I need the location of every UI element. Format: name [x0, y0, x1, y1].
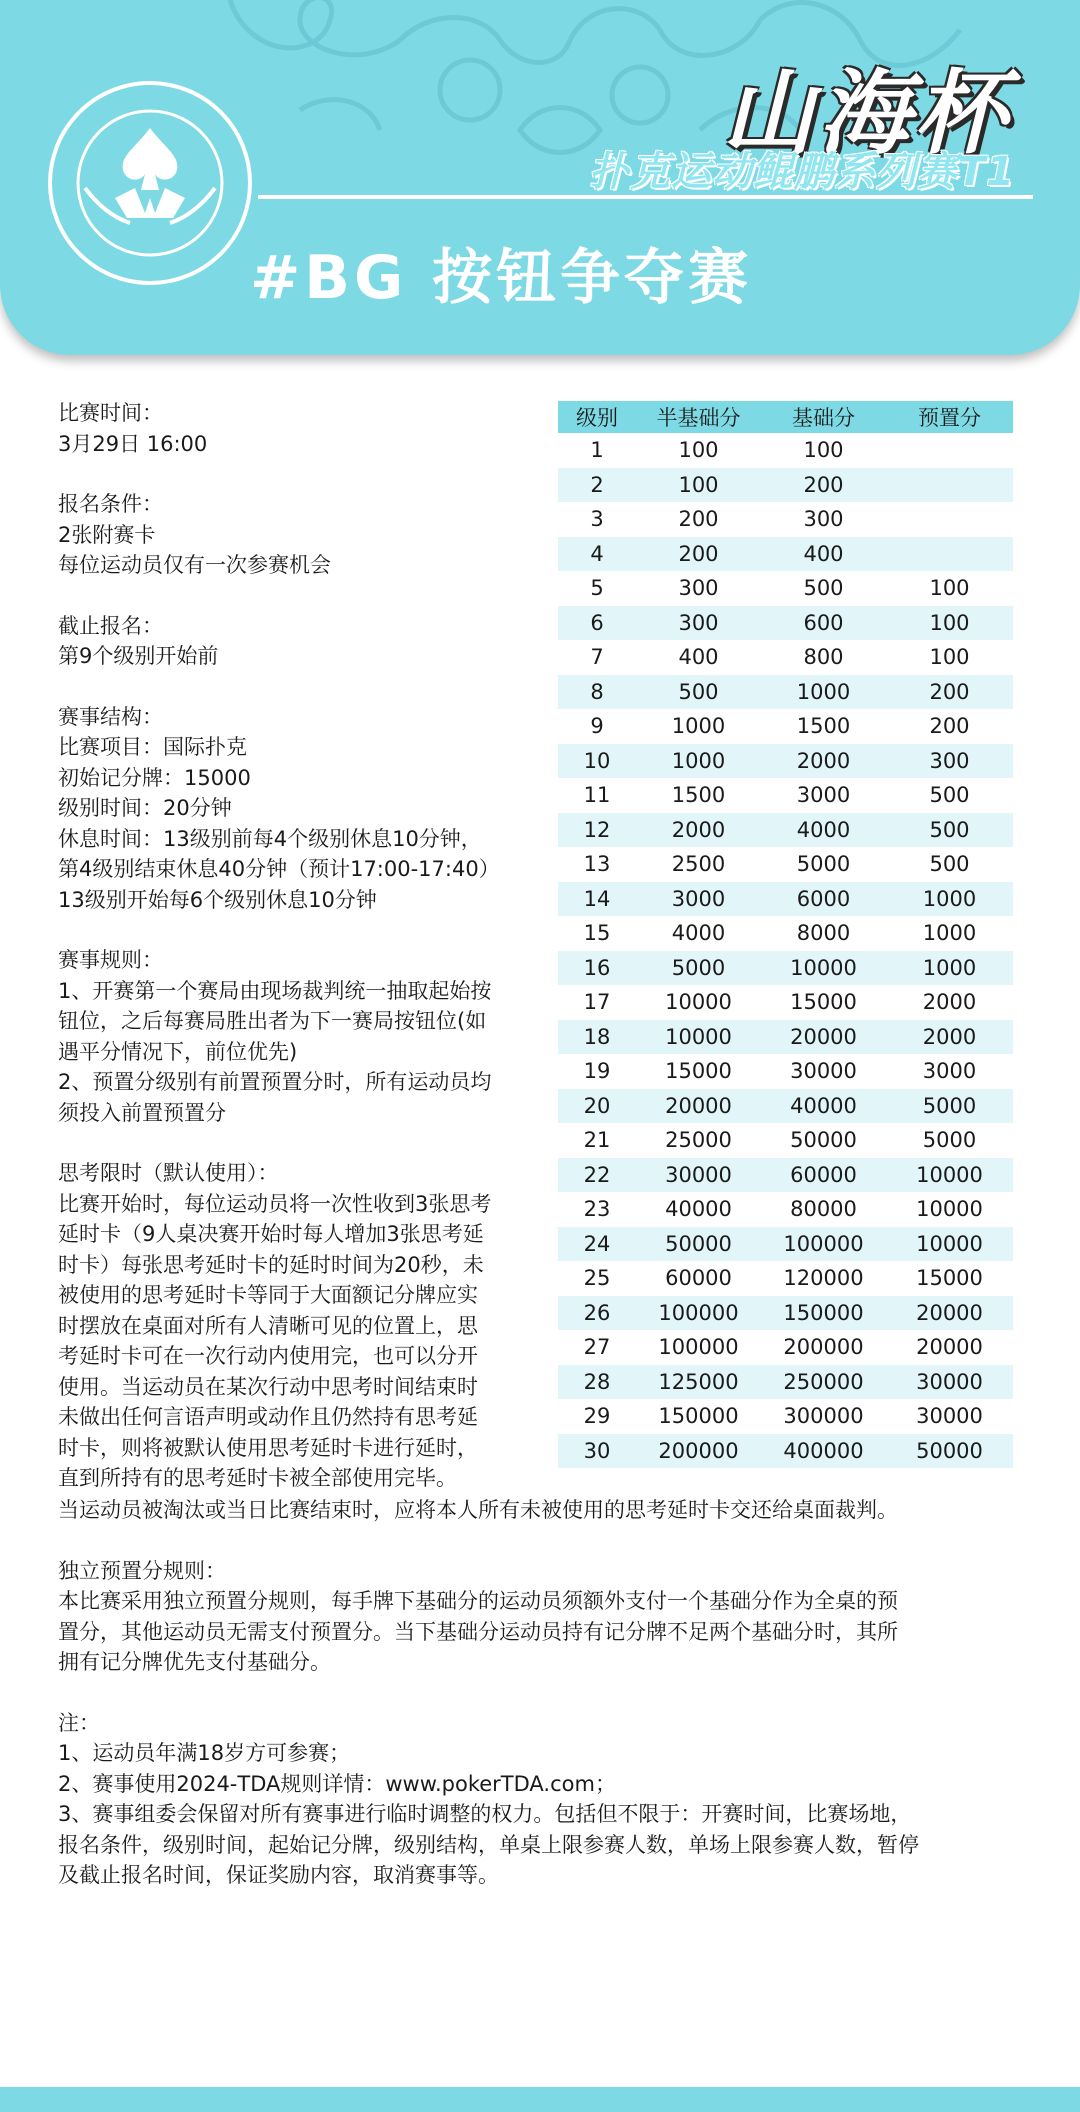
rules-line: 钮位，之后每赛局胜出者为下一赛局按钮位(如	[58, 1009, 487, 1033]
table-row	[558, 882, 1013, 917]
big-blind-cell: 5000	[796, 852, 851, 877]
ante-cell: 30000	[886, 1365, 1013, 1400]
structure-line: 13级别开始每6个级别休息10分钟	[58, 887, 377, 912]
think-line: 使用。当运动员在某次行动中思考时间结束时	[58, 1374, 478, 1399]
table-row	[558, 1330, 1013, 1365]
table-header-row	[558, 401, 1013, 433]
header-level: 级别	[558, 401, 636, 433]
ante-cell: 15000	[916, 1266, 983, 1291]
ante-cell: 2000	[886, 1020, 1013, 1055]
small-blind-cell: 1000	[671, 714, 726, 739]
ante-cell: 30000	[916, 1404, 983, 1429]
ante-label: 独立预置分规则：	[58, 1558, 226, 1583]
small-blind-cell: 200	[636, 537, 761, 572]
level-cell: 10	[558, 744, 636, 779]
table-row	[558, 1399, 1013, 1434]
small-blind-cell: 1000	[636, 744, 761, 779]
blind-structure-table	[558, 401, 1013, 1468]
level-cell: 6	[558, 606, 636, 641]
big-blind-cell: 4000	[761, 813, 886, 848]
table-row	[558, 951, 1013, 986]
series-subtitle: 扑克运动鲲鹏系列赛T1	[588, 149, 1015, 195]
ante-cell	[886, 468, 1013, 503]
big-blind-cell: 500	[803, 576, 844, 601]
table-row	[558, 537, 1013, 572]
level-cell: 19	[583, 1059, 611, 1084]
small-blind-cell: 100	[678, 438, 719, 463]
structure-line: 级别时间：20分钟	[58, 796, 232, 820]
small-blind-cell: 100000	[636, 1296, 761, 1331]
small-blind-cell: 150000	[658, 1404, 739, 1429]
think-line: 时摆放在桌面对所有人清晰可见的位置上，思	[58, 1313, 478, 1338]
big-blind-cell: 2000	[761, 744, 886, 779]
ante-cell	[886, 433, 1013, 468]
table-row	[558, 1434, 1013, 1469]
level-cell: 13	[583, 852, 611, 877]
big-blind-cell: 50000	[790, 1128, 857, 1153]
header-small-blind: 半基础分	[636, 401, 761, 433]
deadline-value: 第9个级别开始前	[58, 644, 219, 668]
small-blind-cell: 30000	[636, 1158, 761, 1193]
big-blind-cell: 100000	[761, 1227, 886, 1262]
ante-cell: 100	[929, 645, 970, 670]
table-row	[558, 468, 1013, 503]
big-blind-cell: 8000	[796, 921, 851, 946]
big-blind-cell: 200	[761, 468, 886, 503]
ante-cell: 300	[886, 744, 1013, 779]
big-blind-cell: 80000	[790, 1197, 857, 1222]
big-blind-cell: 200000	[783, 1335, 864, 1360]
rules-line: 遇平分情况下，前位优先)	[58, 1039, 298, 1064]
header-ante: 预置分	[886, 401, 1013, 433]
level-cell: 5	[590, 576, 604, 601]
table-row	[558, 813, 1013, 848]
level-cell: 9	[590, 714, 604, 739]
small-blind-cell: 60000	[665, 1266, 732, 1291]
big-blind-cell: 20000	[761, 1020, 886, 1055]
think-line: 时卡，则将被默认使用思考延时卡进行延时，	[58, 1435, 478, 1460]
notes-line: 3、赛事组委会保留对所有赛事进行临时调整的权力。包括但不限于：开赛时间，比赛场地，	[58, 1802, 912, 1826]
level-cell: 23	[583, 1197, 611, 1222]
ante-cell: 10000	[886, 1158, 1013, 1193]
table-row	[558, 1192, 1013, 1227]
ante-cell: 5000	[886, 1089, 1013, 1124]
table-row	[558, 847, 1013, 882]
table-row	[558, 675, 1013, 710]
ante-cell	[886, 537, 1013, 572]
level-cell: 8	[558, 675, 636, 710]
table-row	[558, 1261, 1013, 1296]
small-blind-cell: 4000	[671, 921, 726, 946]
ante-cell: 10000	[886, 1227, 1013, 1262]
think-line: 直到所持有的思考延时卡被全部使用完毕。	[58, 1466, 457, 1490]
think-line: 考延时卡可在一次行动内使用完，也可以分开	[58, 1344, 478, 1368]
level-cell: 22	[558, 1158, 636, 1193]
table-row	[558, 985, 1013, 1020]
ante-cell: 500	[886, 813, 1013, 848]
level-cell: 1	[590, 438, 604, 463]
notes-line: 及截止报名时间，保证奖励内容，取消赛事等。	[58, 1863, 499, 1887]
big-blind-cell: 250000	[761, 1365, 886, 1400]
rules-line: 2、预置分级别有前置预置分时，所有运动员均	[58, 1070, 492, 1094]
notes-line: 报名条件，级别时间，起始记分牌，级别结构，单桌上限参赛人数，单场上限参赛人数，暂停	[58, 1832, 919, 1857]
ante-cell: 100	[886, 606, 1013, 641]
level-cell: 30	[558, 1434, 636, 1469]
ante-cell: 10000	[916, 1197, 983, 1222]
big-blind-cell: 15000	[790, 990, 857, 1015]
deadline-label: 截止报名：	[58, 613, 163, 638]
ante-cell: 3000	[922, 1059, 977, 1084]
header-banner	[0, 0, 1080, 355]
big-blind-cell: 300000	[783, 1404, 864, 1429]
small-blind-cell: 300	[636, 606, 761, 641]
ante-cell: 5000	[922, 1128, 977, 1153]
rules-label: 赛事规则：	[58, 948, 163, 972]
small-blind-cell: 40000	[665, 1197, 732, 1222]
table-row	[558, 744, 1013, 779]
small-blind-cell: 2500	[671, 852, 726, 877]
level-cell: 12	[558, 813, 636, 848]
big-blind-cell: 400000	[761, 1434, 886, 1469]
time-value: 3月29日 16:00	[58, 431, 208, 456]
level-cell: 28	[558, 1365, 636, 1400]
ante-cell: 500	[929, 783, 970, 808]
think-label: 思考限时（默认使用）：	[58, 1161, 279, 1185]
think-line: 未做出任何言语声明或动作且仍然持有思考延	[58, 1405, 478, 1429]
table-row	[558, 778, 1013, 813]
think-line: 时卡）每张思考延时卡的延时时间为20秒，未	[58, 1252, 484, 1277]
notes-line: 1、运动员年满18岁方可参赛；	[58, 1741, 351, 1765]
info-column	[58, 398, 553, 1494]
level-cell: 3	[590, 507, 604, 532]
zxpa-logo	[45, 78, 255, 288]
small-blind-cell: 50000	[636, 1227, 761, 1262]
level-cell: 16	[558, 951, 636, 986]
small-blind-cell: 10000	[636, 1020, 761, 1055]
ante-line: 拥有记分牌优先支付基础分。	[58, 1650, 331, 1674]
table-row	[558, 1365, 1013, 1400]
table-row	[558, 1089, 1013, 1124]
big-blind-cell: 100	[803, 438, 844, 463]
table-row	[558, 709, 1013, 744]
small-blind-cell: 20000	[636, 1089, 761, 1124]
small-blind-cell: 5000	[636, 951, 761, 986]
big-blind-cell: 10000	[761, 951, 886, 986]
small-blind-cell: 400	[678, 645, 719, 670]
think-wide-line: 当运动员被淘汰或当日比赛结束时，应将本人所有未被使用的思考延时卡交还给桌面裁判。	[58, 1498, 898, 1522]
rules-line: 须投入前置预置分	[58, 1100, 226, 1125]
structure-line: 第4级别结束休息40分钟（预计17:00-17:40）	[58, 857, 500, 881]
structure-line: 休息时间：13级别前每4个级别休息10分钟，	[58, 826, 482, 851]
level-cell: 24	[558, 1227, 636, 1262]
small-blind-cell: 1500	[671, 783, 726, 808]
ante-cell: 50000	[886, 1434, 1013, 1469]
rules-line: 1、开赛第一个赛局由现场裁判统一抽取起始按	[58, 978, 492, 1003]
table-row	[558, 1020, 1013, 1055]
table-row	[558, 571, 1013, 606]
entry-value: 2张附赛卡	[58, 522, 156, 547]
table-row	[558, 502, 1013, 537]
small-blind-cell: 125000	[636, 1365, 761, 1400]
table-row	[558, 1054, 1013, 1089]
small-blind-cell: 200000	[636, 1434, 761, 1469]
structure-line: 初始记分牌：15000	[58, 765, 251, 790]
ante-cell: 1000	[886, 882, 1013, 917]
ante-cell: 20000	[886, 1296, 1013, 1331]
level-cell: 4	[558, 537, 636, 572]
ante-cell: 100	[929, 576, 970, 601]
footer-bar	[0, 2087, 1080, 2112]
table-row	[558, 1227, 1013, 1262]
big-blind-cell: 800	[803, 645, 844, 670]
ante-cell: 2000	[922, 990, 977, 1015]
big-blind-cell: 40000	[761, 1089, 886, 1124]
ante-cell: 20000	[916, 1335, 983, 1360]
table-row	[558, 916, 1013, 951]
ante-cell: 1000	[922, 921, 977, 946]
big-blind-cell: 120000	[783, 1266, 864, 1291]
header-big-blind: 基础分	[761, 401, 886, 433]
time-label: 比赛时间：	[58, 401, 163, 425]
small-blind-cell: 2000	[636, 813, 761, 848]
level-cell: 21	[583, 1128, 611, 1153]
big-blind-cell: 60000	[761, 1158, 886, 1193]
level-cell: 7	[590, 645, 604, 670]
small-blind-cell: 3000	[636, 882, 761, 917]
big-blind-cell: 1500	[796, 714, 851, 739]
table-row	[558, 1296, 1013, 1331]
level-cell: 25	[583, 1266, 611, 1291]
level-cell: 11	[583, 783, 611, 808]
big-blind-cell: 600	[761, 606, 886, 641]
ante-line: 置分，其他运动员无需支付预置分。当下基础分运动员持有记分牌不足两个基础分时，其所	[58, 1619, 898, 1644]
level-cell: 17	[583, 990, 611, 1015]
entry-value: 每位运动员仅有一次参赛机会	[58, 553, 331, 577]
ante-cell: 500	[929, 852, 970, 877]
structure-line: 比赛项目：国际扑克	[58, 735, 247, 759]
big-blind-cell: 1000	[761, 675, 886, 710]
table-row	[558, 433, 1013, 468]
table-row	[558, 1158, 1013, 1193]
level-cell: 14	[558, 882, 636, 917]
think-line: 比赛开始时，每位运动员将一次性收到3张思考	[58, 1191, 492, 1216]
big-blind-cell: 400	[761, 537, 886, 572]
think-footer	[58, 1495, 1038, 1891]
small-blind-cell: 100000	[658, 1335, 739, 1360]
think-line: 延时卡（9人桌决赛开始时每人增加3张思考延	[58, 1222, 484, 1246]
divider	[258, 195, 1033, 199]
notes-label: 注：	[58, 1710, 100, 1735]
big-blind-cell: 150000	[761, 1296, 886, 1331]
ante-cell	[886, 502, 1013, 537]
ante-cell: 200	[929, 714, 970, 739]
ante-line: 本比赛采用独立预置分规则，每手牌下基础分的运动员须额外支付一个基础分作为全桌的预	[58, 1589, 898, 1613]
level-cell: 26	[558, 1296, 636, 1331]
small-blind-cell: 25000	[665, 1128, 732, 1153]
table-row	[558, 640, 1013, 675]
level-cell: 20	[558, 1089, 636, 1124]
small-blind-cell: 15000	[665, 1059, 732, 1084]
small-blind-cell: 200	[678, 507, 719, 532]
event-title: #BG 按钮争夺赛	[250, 243, 753, 313]
small-blind-cell: 300	[678, 576, 719, 601]
ante-cell: 1000	[886, 951, 1013, 986]
think-line: 被使用的思考延时卡等同于大面额记分牌应实	[58, 1283, 478, 1307]
table-row	[558, 1123, 1013, 1158]
big-blind-cell: 300	[803, 507, 844, 532]
notes-line: 2、赛事使用2024-TDA规则详情：www.pokerTDA.com；	[58, 1771, 616, 1796]
structure-label: 赛事结构：	[58, 704, 163, 729]
big-blind-cell: 6000	[761, 882, 886, 917]
big-blind-cell: 3000	[796, 783, 851, 808]
level-cell: 15	[583, 921, 611, 946]
cup-title: 山海杯	[721, 60, 1010, 167]
small-blind-cell: 10000	[665, 990, 732, 1015]
level-cell: 2	[558, 468, 636, 503]
entry-label: 报名条件：	[58, 492, 163, 516]
ante-cell: 200	[886, 675, 1013, 710]
small-blind-cell: 500	[636, 675, 761, 710]
level-cell: 18	[558, 1020, 636, 1055]
small-blind-cell: 100	[636, 468, 761, 503]
level-cell: 27	[583, 1335, 611, 1360]
table-row	[558, 606, 1013, 641]
level-cell: 29	[583, 1404, 611, 1429]
big-blind-cell: 30000	[790, 1059, 857, 1084]
